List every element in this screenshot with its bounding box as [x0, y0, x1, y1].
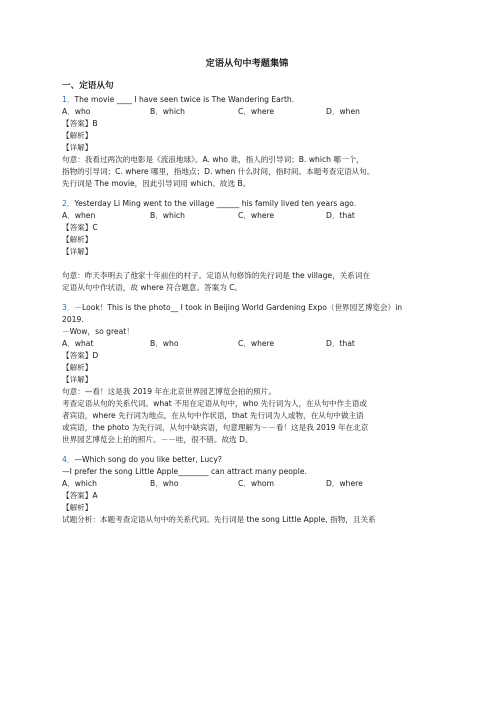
question-number: 2．: [62, 199, 75, 208]
question-number: 4．: [62, 455, 75, 464]
question-1: [62, 94, 432, 190]
option-d: D．that: [326, 211, 355, 220]
section-heading: 一、定语从句: [62, 81, 114, 91]
question-stem: [62, 94, 432, 106]
question-4: [62, 454, 432, 526]
explanation-line: 考查定语从句的关系代词。what 不用在定语从句中，who 先行词为人，在从句中作主语或: [62, 399, 367, 408]
question-text: The movie ____ I have seen twice is The Wandering Earth.: [74, 95, 295, 104]
question-text: －Look！This is the photo__ I took in Beijing World Gardening Expo（世界园艺博览会）in: [74, 303, 403, 312]
option-a: A．who: [62, 107, 91, 116]
explanation-line: 句意：—看！这是我 2019 年在北京世界园艺博览会拍的照片。: [62, 387, 276, 396]
option-c: C．where: [238, 107, 275, 116]
option-c: C．where: [238, 339, 275, 348]
analysis-label: 【解析】: [62, 235, 93, 244]
option-a: A．which: [62, 479, 97, 488]
detail-label: 【详解】: [62, 375, 93, 384]
detail-label: 【详解】: [62, 143, 93, 152]
answer-label: 【答案】B: [62, 119, 98, 128]
option-c: C．where: [238, 211, 275, 220]
explanation-line: 定语从句中作状语，故 where 符合题意。答案为 C。: [62, 283, 243, 292]
option-d: D．when: [326, 107, 360, 116]
question-text-cont: 2019.: [62, 315, 84, 324]
document-page: [62, 58, 432, 526]
question-2: [62, 198, 432, 294]
options-row: [62, 106, 432, 118]
option-d: D．that: [326, 339, 355, 348]
analysis-label: 【解析】: [62, 131, 93, 140]
analysis-label: 【解析】: [62, 503, 93, 512]
analysis-label: 【解析】: [62, 363, 93, 372]
question-number: 3．: [62, 303, 75, 312]
option-d: D．where: [326, 479, 363, 488]
question-3: [62, 302, 432, 446]
question-stem: [62, 454, 432, 466]
option-b: B．who: [150, 479, 179, 488]
option-a: A．when: [62, 211, 96, 220]
explanation-line: 句意：昨天李明去了他家十年前住的村子。定语从句修饰的先行词是 the village，关系词在: [62, 271, 371, 280]
option-b: B．which: [150, 107, 185, 116]
question-stem: [62, 198, 432, 210]
explanation-line: 世界园艺博览会上拍的照片。－－哇，很不错。故选 D。: [62, 435, 253, 444]
question-dialogue-line: －Wow，so great！: [62, 327, 134, 336]
question-text: Yesterday Li Ming went to the village ______ his family lived ten years ago.: [74, 199, 357, 208]
question-stem: [62, 302, 432, 314]
option-b: B．which: [150, 211, 185, 220]
page-title: 定语从句中考题集锦: [205, 58, 289, 69]
explanation-line: 指物的引导词；C. where 哪里，指地点；D. when 什么时间，指时间。本题考查定语从句。: [62, 167, 375, 176]
detail-label: 【详解】: [62, 247, 93, 256]
explanation-line: 先行词是 The movie，因此引导词用 which。故选 B。: [62, 179, 251, 188]
option-a: A．what: [62, 339, 94, 348]
options-row: [62, 210, 432, 222]
option-c: C．whom: [238, 479, 274, 488]
answer-label: 【答案】D: [62, 351, 99, 360]
question-text: —Which song do you like better, Lucy?: [74, 455, 222, 464]
explanation-line: 或宾语，the photo 为先行词，从句中缺宾语，句意理解为－－看！这是我 2019 年在北京: [62, 423, 369, 432]
explanation-line: 试题分析：本题考查定语从句中的关系代词。先行词是 the song Little Apple, 指物，且关系: [62, 515, 376, 524]
answer-label: 【答案】A: [62, 491, 98, 500]
question-number: 1．: [62, 95, 75, 104]
explanation-line: 者宾语，where 先行词为地点，在从句中作状语，that 先行词为人或物，在从句中做主语: [62, 411, 364, 420]
question-dialogue-line: —I prefer the song Little Apple________ can attract many people.: [62, 467, 307, 476]
answer-label: 【答案】C: [62, 223, 98, 232]
explanation-line: 句意：我看过两次的电影是《流浪地球》。A. who 谁，指人的引导词；B. which 哪一个，: [62, 155, 364, 164]
options-row: [62, 338, 432, 350]
option-b: B．who: [150, 339, 179, 348]
options-row: [62, 478, 432, 490]
